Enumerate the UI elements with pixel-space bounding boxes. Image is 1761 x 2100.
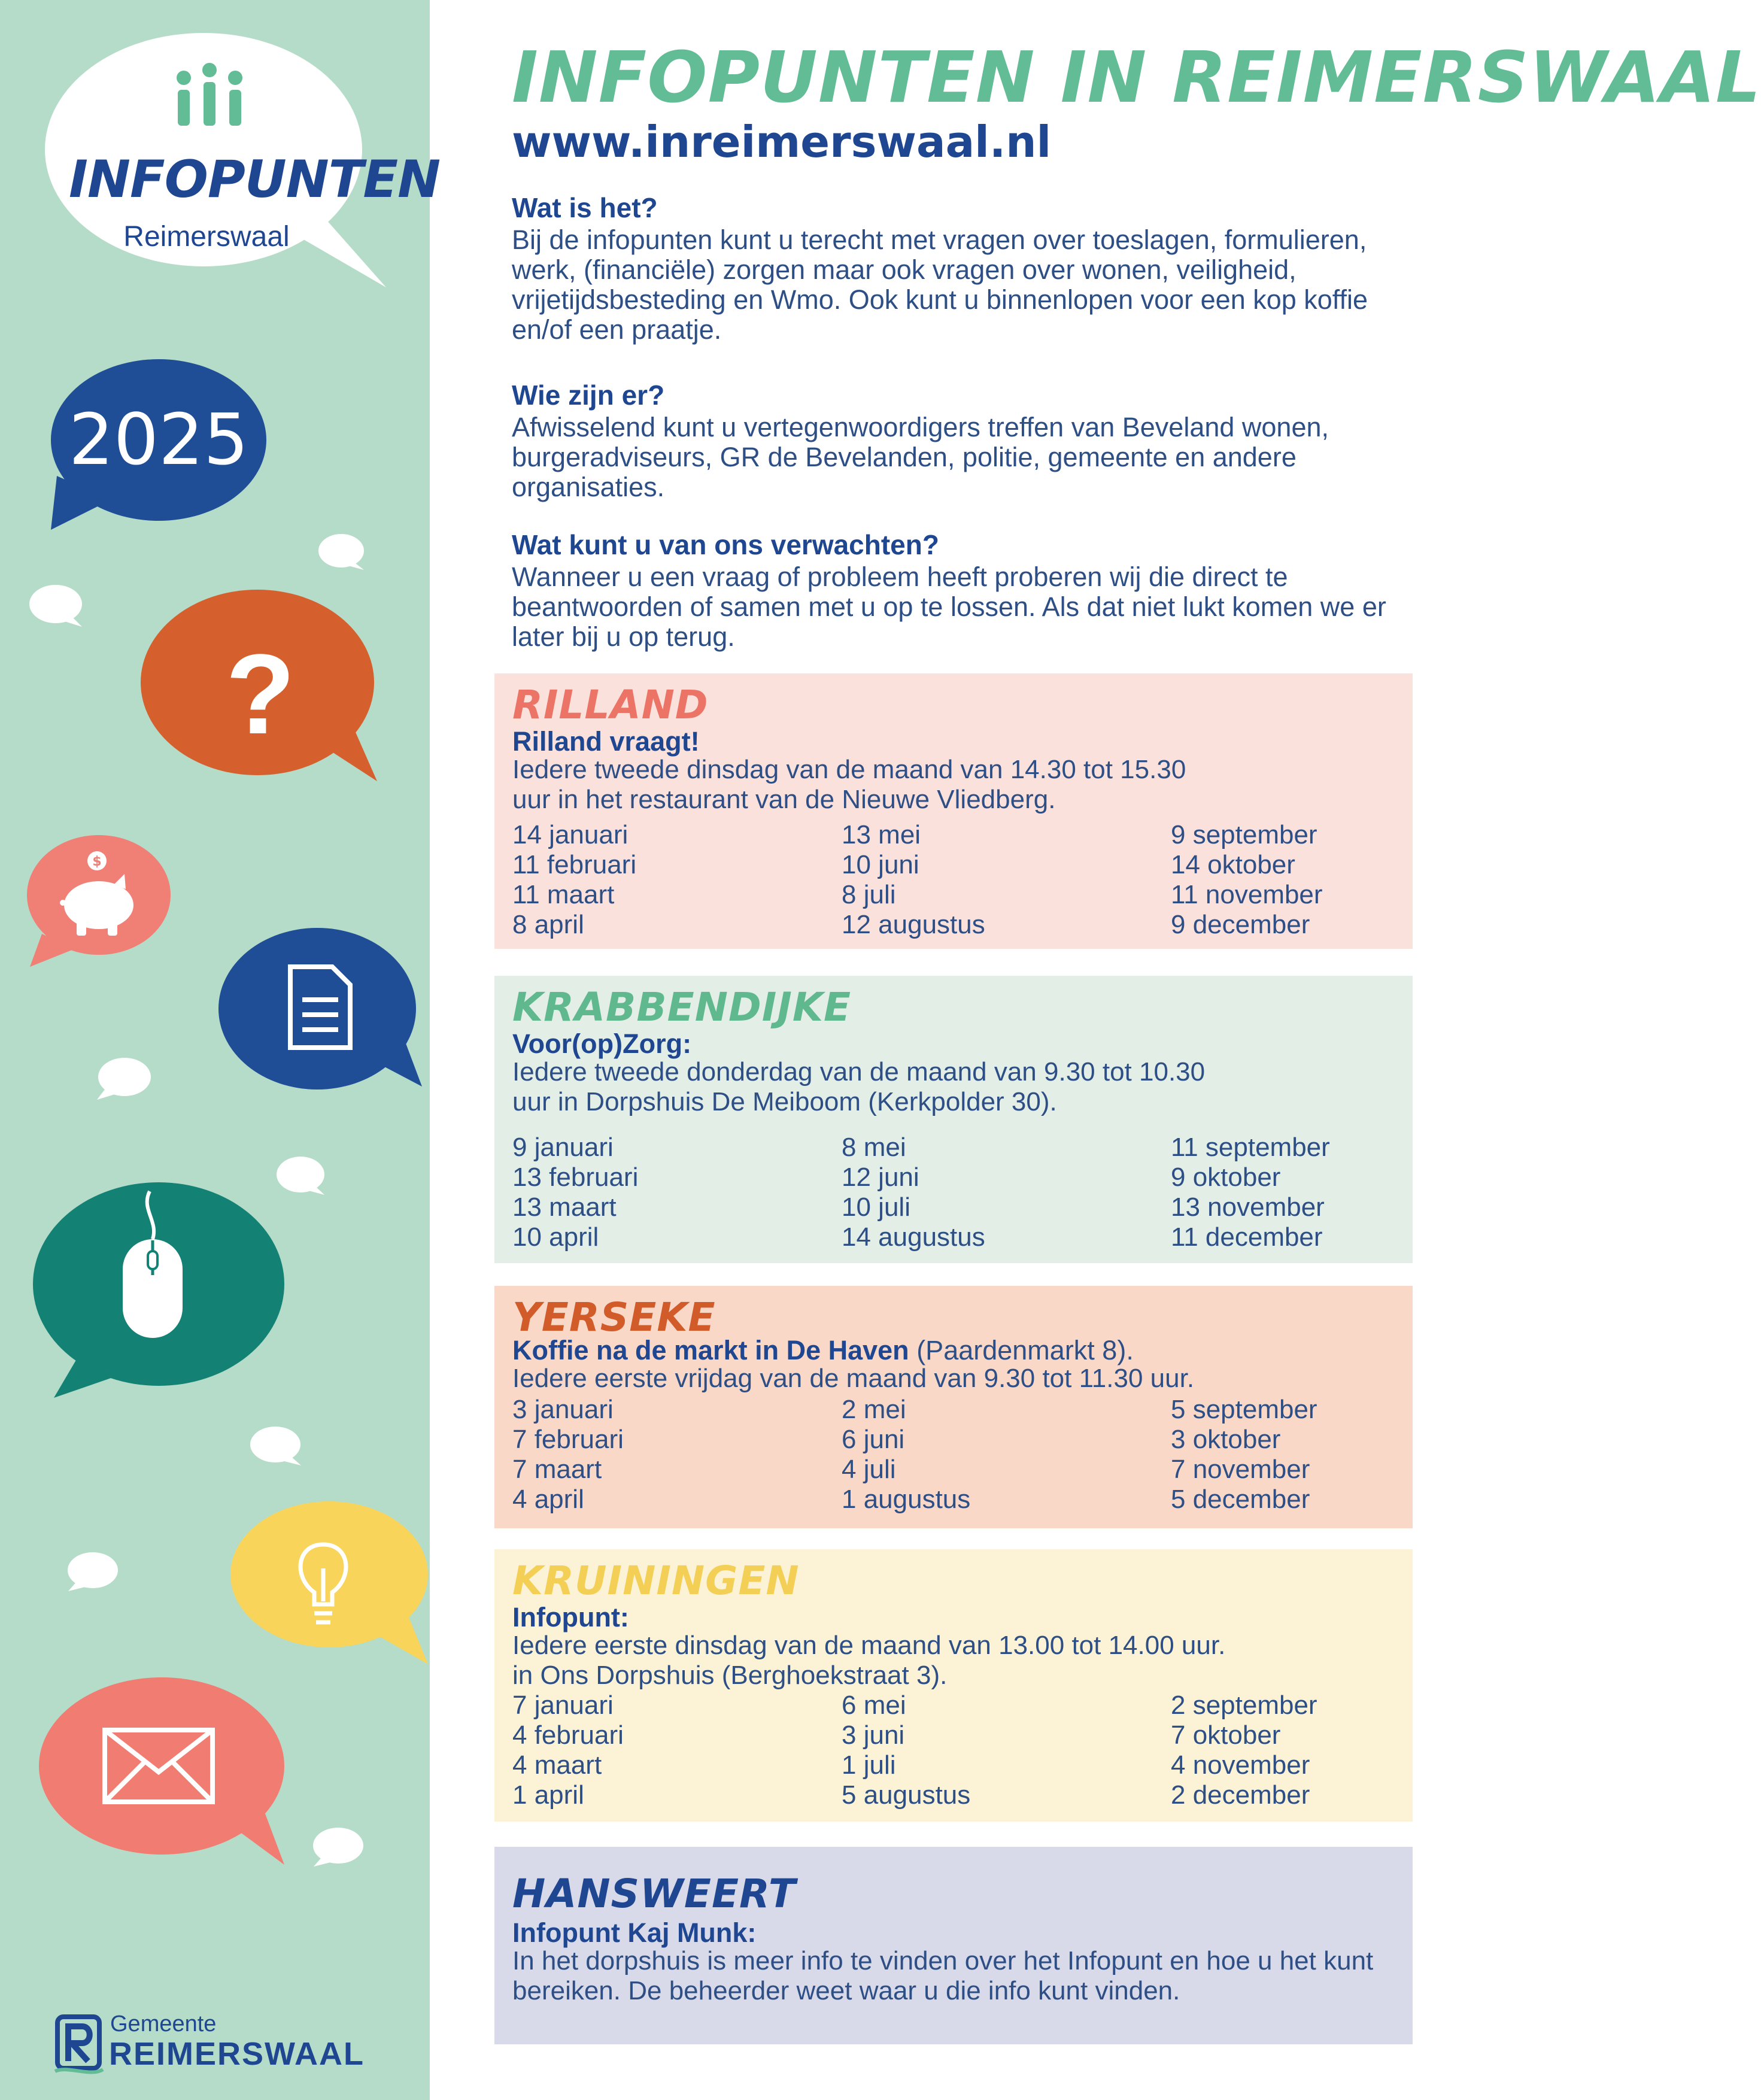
expect-heading: Wat kunt u van ons verwachten? <box>512 529 939 560</box>
date-item: 3 oktober <box>1171 1425 1281 1454</box>
who-text: Afwisselend kunt u vertegenwoordigers treffen van Beveland wonen, burgeradviseurs, GR de Bevelanden, politie, gemeente en andere organisaties. <box>512 412 1329 502</box>
date-item: 11 december <box>1171 1222 1323 1252</box>
date-item: 8 april <box>512 910 584 939</box>
infopunten-logo <box>36 30 441 281</box>
date-item: 14 januari <box>512 820 629 849</box>
date-item: 13 maart <box>512 1192 617 1222</box>
panel-yerseke <box>494 1286 1413 1528</box>
date-item: 5 september <box>1171 1395 1317 1424</box>
panel-kruiningen <box>494 1549 1413 1822</box>
location-address: (Paardenmarkt 8). <box>909 1335 1134 1365</box>
date-item: 4 november <box>1171 1750 1310 1780</box>
panel-rilland <box>494 673 1413 949</box>
date-item: 1 april <box>512 1780 584 1810</box>
intro-who <box>512 380 1422 502</box>
intro-what <box>512 193 1422 345</box>
location-name: KRUININGEN <box>512 1558 800 1604</box>
logo-brand: INFOPUNTEN <box>69 150 441 210</box>
date-item: 2 mei <box>842 1395 906 1424</box>
date-item: 11 maart <box>512 880 615 909</box>
date-item: 11 september <box>1171 1133 1330 1162</box>
date-item: 7 februari <box>512 1425 624 1454</box>
small-bubble <box>66 1550 120 1594</box>
date-item: 10 juni <box>842 850 919 879</box>
small-bubble <box>27 584 84 629</box>
date-list <box>512 820 1398 940</box>
date-item: 6 juni <box>842 1425 905 1454</box>
location-subtitle: Infopunt Kaj Munk: <box>512 1917 757 1948</box>
location-line1: Iedere tweede dinsdag van de maand van 14.30 tot 15.30 <box>512 755 1186 784</box>
location-subtitle: Koffie na de markt in De Haven <box>512 1335 909 1365</box>
location-line1: Iedere tweede donderdag van de maand van 9.30 tot 10.30 <box>512 1057 1206 1087</box>
expect-text: Wanneer u een vraag of probleem heeft proberen wij die direct te beantwoorden of samen met u op te lossen. Als dat niet lukt komen we er later bij u op terug. <box>512 562 1386 652</box>
website-link[interactable]: www.inreimerswaal.nl <box>512 117 1052 167</box>
mouse-bubble <box>30 1173 287 1401</box>
small-bubble <box>317 533 365 572</box>
lightbulb-bubble <box>227 1497 431 1670</box>
location-line2: uur in Dorpshuis De Meiboom (Kerkpolder 30). <box>512 1087 1057 1116</box>
location-line1: In het dorpshuis is meer info te vinden over het Infopunt en hoe u het kunt bereiken. De beheerder weet waar u die info kunt vinden. <box>512 1946 1374 2005</box>
date-item: 9 oktober <box>1171 1163 1281 1192</box>
date-item: 14 augustus <box>842 1222 985 1252</box>
page-title: INFOPUNTEN IN REIMERSWAAL <box>512 36 1761 119</box>
date-item: 2 december <box>1171 1780 1310 1810</box>
date-item: 11 februari <box>512 850 637 879</box>
small-bubble <box>311 1826 365 1869</box>
small-bubble <box>96 1057 153 1101</box>
date-item: 6 mei <box>842 1691 906 1720</box>
date-item: 7 maart <box>512 1455 602 1484</box>
location-subtitle: Infopunt: <box>512 1602 629 1632</box>
date-item: 1 augustus <box>842 1485 971 1514</box>
piggy-bubble <box>24 832 174 970</box>
panel-krabbendijke <box>494 976 1413 1263</box>
date-item: 13 februari <box>512 1163 639 1192</box>
location-subtitle: Rilland vraagt! <box>512 726 700 757</box>
intro-expect <box>512 530 1422 652</box>
date-item: 2 september <box>1171 1691 1317 1720</box>
location-line2: uur in het restaurant van de Nieuwe Vliedberg. <box>512 785 1056 814</box>
location-line1: Iedere eerste dinsdag van de maand van 13.00 tot 14.00 uur. <box>512 1631 1226 1660</box>
people-icon <box>171 63 248 129</box>
who-heading: Wie zijn er? <box>512 380 665 411</box>
date-list <box>512 1133 1398 1252</box>
reimerswaal-r-icon <box>55 2014 103 2074</box>
date-item: 10 juli <box>842 1192 910 1222</box>
date-item: 7 oktober <box>1171 1720 1281 1750</box>
date-item: 11 november <box>1171 880 1323 909</box>
date-item: 4 april <box>512 1485 584 1514</box>
date-list <box>512 1691 1398 1810</box>
footer-line1: Gemeente <box>110 2011 217 2037</box>
question-icon: ? <box>225 631 296 758</box>
document-bubble <box>215 925 425 1104</box>
date-item: 7 januari <box>512 1691 614 1720</box>
date-item: 3 januari <box>512 1395 614 1424</box>
date-list <box>512 1395 1398 1515</box>
what-text: Bij de infopunten kunt u terecht met vragen over toeslagen, formulieren, werk, (financiële) zorgen maar ook vragen over wonen, veiligheid, vrijetijdsbesteding en Wmo. Ook kunt u binnenlopen voor een kop koffie en/of een praatje. <box>512 224 1368 345</box>
date-item: 13 mei <box>842 820 921 849</box>
date-item: 9 januari <box>512 1133 614 1162</box>
date-item: 10 april <box>512 1222 599 1252</box>
date-item: 5 augustus <box>842 1780 971 1810</box>
location-name: KRABBENDIJKE <box>512 984 852 1030</box>
location-name: RILLAND <box>512 682 709 728</box>
what-heading: Wat is het? <box>512 192 658 223</box>
logo-subtitle: Reimerswaal <box>123 221 290 253</box>
date-item: 4 maart <box>512 1750 602 1780</box>
date-item: 7 november <box>1171 1455 1310 1484</box>
date-item: 4 juli <box>842 1455 896 1484</box>
date-item: 14 oktober <box>1171 850 1295 879</box>
footer-line2: REIMERSWAAL <box>109 2036 365 2072</box>
date-item: 5 december <box>1171 1485 1310 1514</box>
location-name: HANSWEERT <box>512 1871 796 1917</box>
date-item: 13 november <box>1171 1192 1325 1222</box>
gemeente-logo <box>55 2011 390 2077</box>
location-line1: Iedere eerste vrijdag van de maand van 9.30 tot 11.30 uur. <box>512 1364 1195 1393</box>
envelope-bubble <box>36 1673 287 1871</box>
panel-hansweert <box>494 1847 1413 2044</box>
date-item: 12 augustus <box>842 910 985 939</box>
date-item: 3 juni <box>842 1720 905 1750</box>
small-bubble <box>248 1425 302 1468</box>
year-label: 2025 <box>68 398 249 481</box>
svg-text:$: $ <box>92 854 102 869</box>
location-subtitle-wrap <box>512 1335 1134 1366</box>
sidebar <box>0 0 441 2100</box>
location-line2: in Ons Dorpshuis (Berghoekstraat 3). <box>512 1661 948 1690</box>
date-item: 8 juli <box>842 880 896 909</box>
location-subtitle: Voor(op)Zorg: <box>512 1028 692 1059</box>
date-item: 1 juli <box>842 1750 896 1780</box>
date-item: 9 september <box>1171 820 1317 849</box>
date-item: 4 februari <box>512 1720 624 1750</box>
location-name: YERSEKE <box>512 1294 716 1340</box>
date-item: 9 december <box>1171 910 1310 939</box>
date-item: 12 juni <box>842 1163 919 1192</box>
date-item: 8 mei <box>842 1133 906 1162</box>
